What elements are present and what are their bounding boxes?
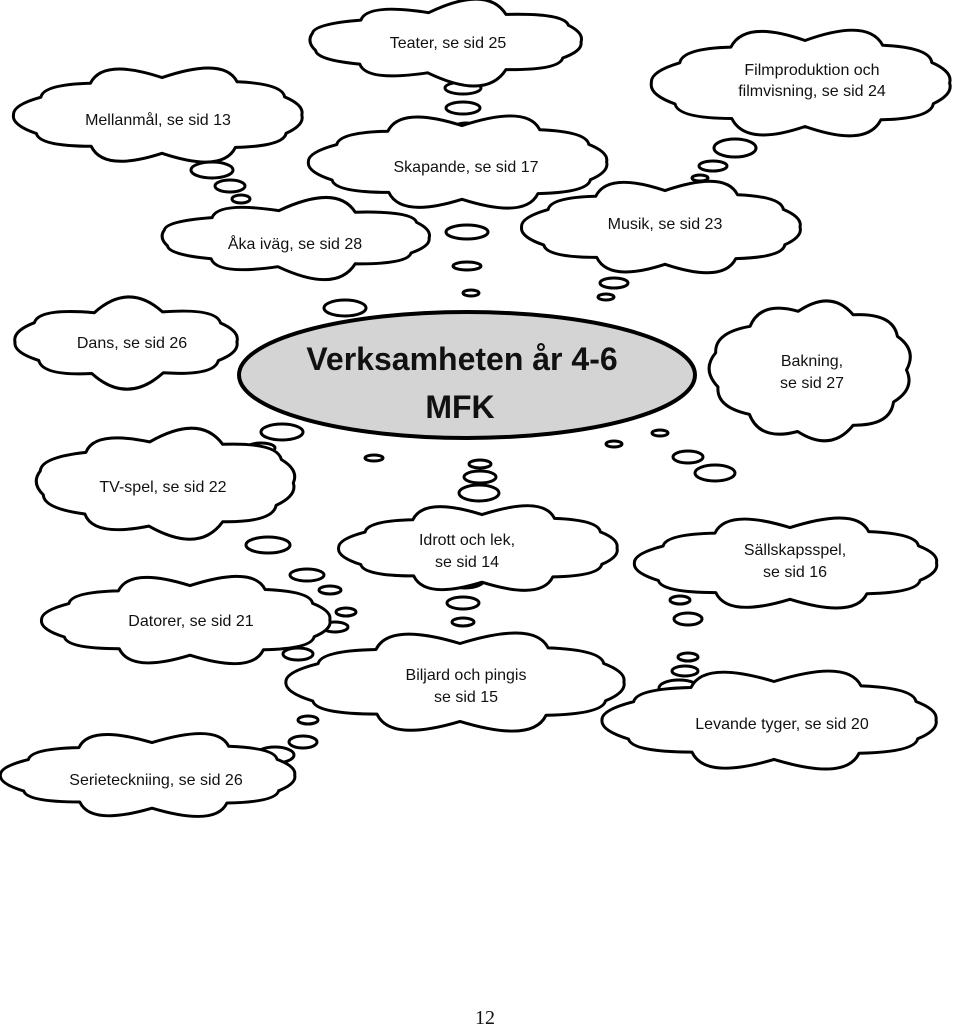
thought-bubble: [673, 451, 703, 463]
thought-bubble: [447, 597, 479, 609]
thought-bubble: [336, 608, 356, 616]
cloud-bakning: [709, 301, 910, 441]
thought-bubble: [232, 195, 250, 203]
thought-bubble: [469, 460, 491, 468]
thought-bubble: [215, 180, 245, 192]
label-musik: Musik, se sid 23: [607, 216, 723, 233]
thought-bubble: [699, 161, 727, 171]
label-levande: Levande tyger, se sid 20: [695, 716, 869, 733]
thought-bubble: [452, 618, 474, 626]
thought-bubble: [463, 290, 479, 296]
center-title: Verksamheten år 4-6: [306, 341, 618, 377]
thought-bubble: [290, 569, 324, 581]
thought-bubble: [453, 262, 481, 270]
thought-bubble: [246, 537, 290, 553]
label-bakning-1: Bakning,: [780, 353, 844, 370]
label-aka: Åka iväg, se sid 28: [227, 236, 363, 253]
thought-bubble: [289, 736, 317, 748]
label-dans: Dans, se sid 26: [76, 335, 188, 352]
label-datorer: Datorer, se sid 21: [128, 613, 254, 630]
thought-bubble: [464, 471, 496, 483]
thought-bubble: [678, 653, 698, 661]
label-sallskap-2: se sid 16: [762, 564, 828, 581]
label-tvspel: TV-spel, se sid 22: [99, 479, 227, 496]
thought-bubble: [674, 613, 702, 625]
label-biljard-1: Biljard och pingis: [405, 667, 527, 684]
thought-bubble: [459, 485, 499, 501]
thought-bubble: [670, 596, 690, 604]
thought-bubble: [606, 441, 622, 447]
label-idrott-1: Idrott och lek,: [418, 532, 516, 549]
label-mellanmal: Mellanmål, se sid 13: [85, 112, 231, 129]
thought-bubble: [652, 430, 668, 436]
label-idrott-2: se sid 14: [434, 554, 500, 571]
thought-bubble: [446, 225, 488, 239]
label-filmproduktion-1: Filmproduktion och: [744, 62, 880, 79]
center-node: [239, 312, 695, 438]
thought-bubble: [319, 586, 341, 594]
label-skapande: Skapande, se sid 17: [393, 159, 539, 176]
thought-bubble: [283, 648, 313, 660]
center-subtitle: MFK: [425, 389, 495, 425]
label-biljard-2: se sid 15: [433, 689, 499, 706]
label-serie: Serieteckniing, se sid 26: [69, 772, 243, 789]
label-filmproduktion-2: filmvisning, se sid 24: [738, 83, 886, 100]
thought-bubble: [598, 294, 614, 300]
thought-bubble: [714, 139, 756, 157]
thought-bubble: [600, 278, 628, 288]
thought-bubble: [298, 716, 318, 724]
thought-bubble: [324, 300, 366, 316]
label-teater: Teater, se sid 25: [389, 35, 507, 52]
thought-bubble: [695, 465, 735, 481]
thought-bubble: [365, 455, 383, 461]
thought-bubble: [672, 666, 698, 676]
thought-bubble: [446, 102, 480, 114]
thought-bubble: [261, 424, 303, 440]
thought-bubble: [191, 162, 233, 178]
label-bakning-2: se sid 27: [779, 375, 845, 392]
label-sallskap-1: Sällskapsspel,: [743, 542, 847, 559]
page-number: 12: [475, 1007, 495, 1026]
